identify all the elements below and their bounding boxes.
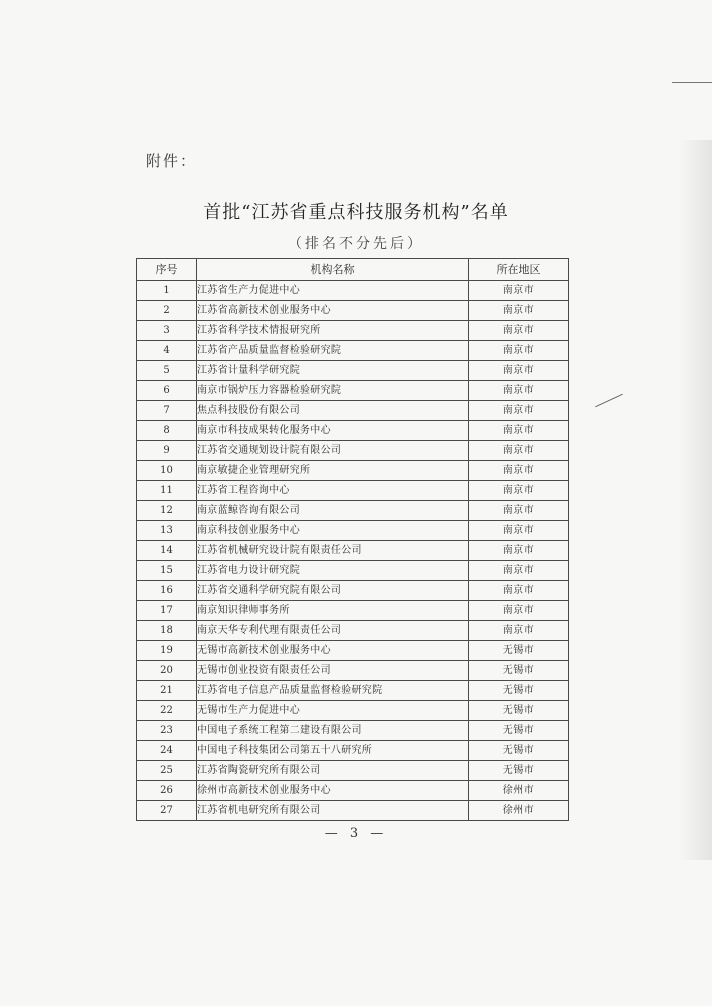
region-name: 南京市 (469, 481, 569, 501)
region-name: 南京市 (469, 441, 569, 461)
table-row (137, 521, 569, 541)
table-row (137, 801, 569, 821)
organization-name: 江苏省电子信息产品质量监督检验研究院 (197, 681, 469, 701)
row-number: 26 (137, 781, 197, 801)
table-row (137, 681, 569, 701)
region-name: 南京市 (469, 461, 569, 481)
table-row (137, 381, 569, 401)
table-row (137, 481, 569, 501)
region-name: 南京市 (469, 501, 569, 521)
region-name: 南京市 (469, 281, 569, 301)
organization-name: 无锡市生产力促进中心 (197, 701, 469, 721)
row-number: 17 (137, 601, 197, 621)
table-body (137, 281, 569, 821)
region-name: 南京市 (469, 521, 569, 541)
row-number: 21 (137, 681, 197, 701)
row-number: 4 (137, 341, 197, 361)
table-row (137, 621, 569, 641)
row-number: 19 (137, 641, 197, 661)
row-number: 15 (137, 561, 197, 581)
table-row (137, 721, 569, 741)
table-row (137, 541, 569, 561)
region-name: 南京市 (469, 541, 569, 561)
region-name: 南京市 (469, 561, 569, 581)
region-name: 无锡市 (469, 761, 569, 781)
organization-name: 中国电子系统工程第二建设有限公司 (197, 721, 469, 741)
table-row (137, 561, 569, 581)
row-number: 14 (137, 541, 197, 561)
scan-edge-mark (672, 82, 712, 83)
table-row (137, 581, 569, 601)
table-row (137, 441, 569, 461)
organization-name: 南京知识律师事务所 (197, 601, 469, 621)
region-name: 无锡市 (469, 641, 569, 661)
row-number: 9 (137, 441, 197, 461)
region-name: 徐州市 (469, 781, 569, 801)
organization-name: 南京科技创业服务中心 (197, 521, 469, 541)
region-name: 无锡市 (469, 681, 569, 701)
row-number: 27 (137, 801, 197, 821)
document-title: 首批“江苏省重点科技服务机构”名单 (203, 202, 509, 223)
table-row (137, 501, 569, 521)
row-number: 23 (137, 721, 197, 741)
organization-name: 无锡市高新技术创业服务中心 (197, 641, 469, 661)
organization-name: 江苏省交通规划设计院有限公司 (197, 441, 469, 461)
organization-table (136, 258, 569, 821)
row-number: 11 (137, 481, 197, 501)
row-number: 22 (137, 701, 197, 721)
table-row (137, 701, 569, 721)
organization-name: 焦点科技股份有限公司 (197, 401, 469, 421)
attachment-label: 附件： (146, 152, 198, 170)
region-name: 徐州市 (469, 801, 569, 821)
row-number: 13 (137, 521, 197, 541)
organization-name: 江苏省工程咨询中心 (197, 481, 469, 501)
table-row (137, 741, 569, 761)
organization-name: 南京市科技成果转化服务中心 (197, 421, 469, 441)
organization-name: 江苏省机械研究设计院有限责任公司 (197, 541, 469, 561)
region-name: 南京市 (469, 321, 569, 341)
page-number: — 3 — (324, 826, 388, 841)
organization-name: 南京天华专利代理有限责任公司 (197, 621, 469, 641)
column-header-region: 所在地区 (469, 259, 569, 281)
row-number: 8 (137, 421, 197, 441)
organization-name: 江苏省电力设计研究院 (197, 561, 469, 581)
table-row (137, 281, 569, 301)
row-number: 1 (137, 281, 197, 301)
region-name: 南京市 (469, 621, 569, 641)
region-name: 南京市 (469, 581, 569, 601)
table-row (137, 781, 569, 801)
table-row (137, 601, 569, 621)
table-row (137, 301, 569, 321)
table-row (137, 641, 569, 661)
column-header-number: 序号 (137, 259, 197, 281)
row-number: 6 (137, 381, 197, 401)
table-row (137, 401, 569, 421)
row-number: 24 (137, 741, 197, 761)
organization-name: 南京蓝鲸咨询有限公司 (197, 501, 469, 521)
organization-name: 中国电子科技集团公司第五十八研究所 (197, 741, 469, 761)
table-row (137, 341, 569, 361)
region-name: 南京市 (469, 601, 569, 621)
organization-name: 江苏省陶瓷研究所有限公司 (197, 761, 469, 781)
table-row (137, 421, 569, 441)
organization-name: 徐州市高新技术创业服务中心 (197, 781, 469, 801)
document-subtitle: （排名不分先后） (288, 236, 424, 252)
region-name: 无锡市 (469, 701, 569, 721)
region-name: 无锡市 (469, 661, 569, 681)
table-row (137, 761, 569, 781)
row-number: 20 (137, 661, 197, 681)
organization-name: 无锡市创业投资有限责任公司 (197, 661, 469, 681)
region-name: 南京市 (469, 301, 569, 321)
column-header-name: 机构名称 (197, 259, 469, 281)
region-name: 无锡市 (469, 721, 569, 741)
region-name: 南京市 (469, 401, 569, 421)
row-number: 3 (137, 321, 197, 341)
organization-name: 江苏省科学技术情报研究所 (197, 321, 469, 341)
organization-name: 江苏省计量科学研究院 (197, 361, 469, 381)
table-row (137, 461, 569, 481)
row-number: 7 (137, 401, 197, 421)
stray-pen-mark (595, 394, 623, 408)
row-number: 25 (137, 761, 197, 781)
row-number: 18 (137, 621, 197, 641)
organization-name: 南京敏捷企业管理研究所 (197, 461, 469, 481)
row-number: 2 (137, 301, 197, 321)
region-name: 南京市 (469, 421, 569, 441)
table-row (137, 661, 569, 681)
row-number: 12 (137, 501, 197, 521)
region-name: 南京市 (469, 381, 569, 401)
region-name: 无锡市 (469, 741, 569, 761)
organization-name: 江苏省产品质量监督检验研究院 (197, 341, 469, 361)
organization-name: 江苏省生产力促进中心 (197, 281, 469, 301)
table-row (137, 361, 569, 381)
organization-name: 江苏省交通科学研究院有限公司 (197, 581, 469, 601)
row-number: 5 (137, 361, 197, 381)
region-name: 南京市 (469, 341, 569, 361)
organization-name: 江苏省高新技术创业服务中心 (197, 301, 469, 321)
table-header-row (137, 259, 569, 281)
organization-name: 江苏省机电研究所有限公司 (197, 801, 469, 821)
row-number: 10 (137, 461, 197, 481)
row-number: 16 (137, 581, 197, 601)
table-row (137, 321, 569, 341)
organization-name: 南京市锅炉压力容器检验研究院 (197, 381, 469, 401)
region-name: 南京市 (469, 361, 569, 381)
